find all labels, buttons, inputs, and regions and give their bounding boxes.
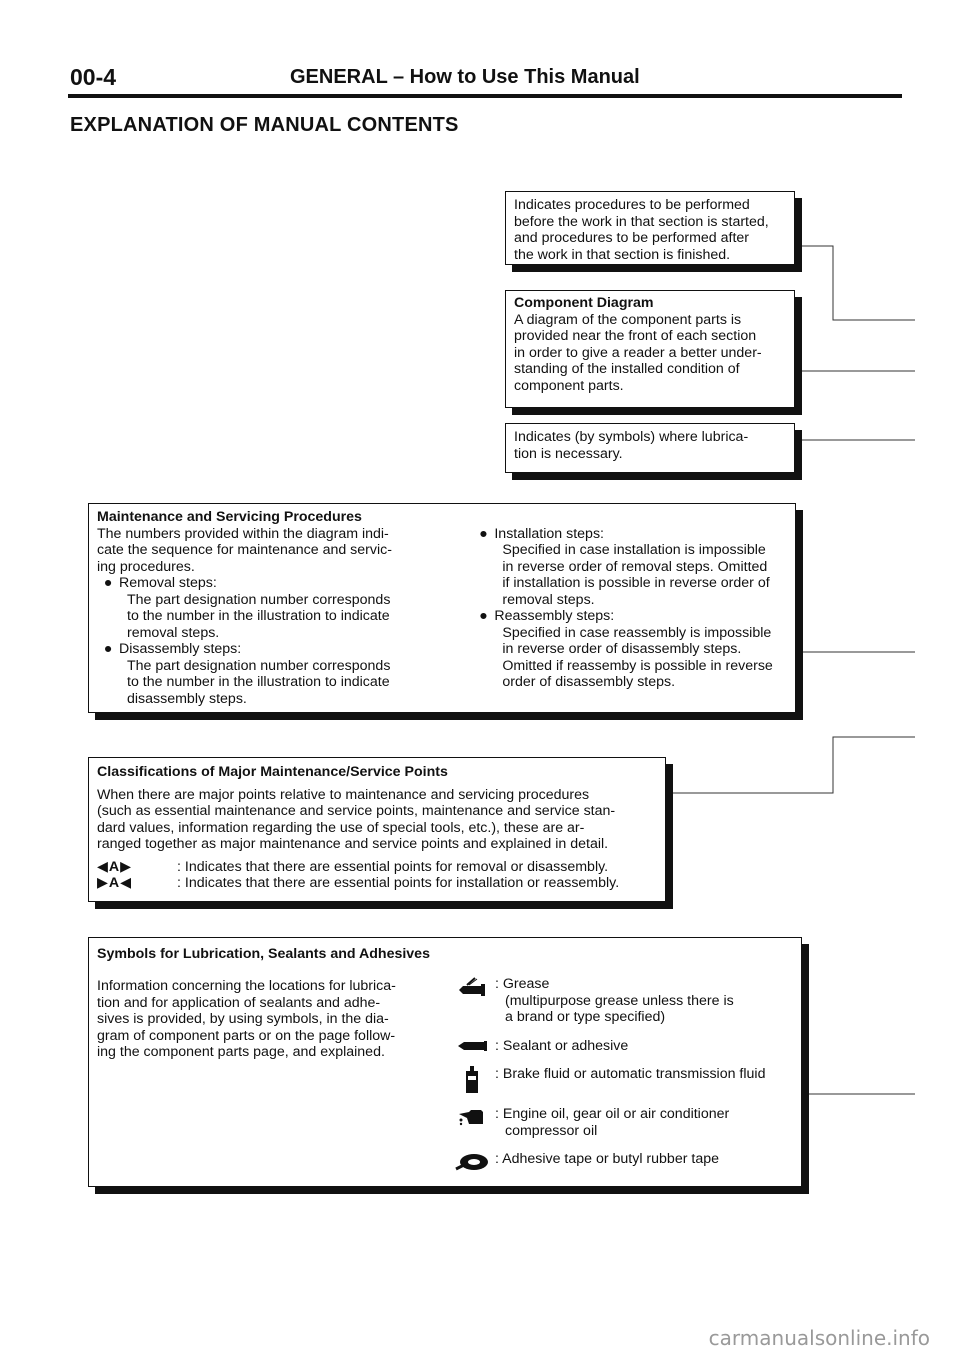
text-line: tion and for application of sealants and adhe- xyxy=(97,994,381,1011)
list-item xyxy=(472,526,790,543)
symbol-row-removal xyxy=(97,859,660,876)
text-line: if installation is possible in reverse order of xyxy=(502,575,770,591)
text-line: in order to give a reader a better under- xyxy=(514,344,762,361)
bullet-icon: ● xyxy=(103,575,113,591)
box-heading: Symbols for Lubrication, Sealants and Adhesives xyxy=(97,946,430,962)
legend-item-tape xyxy=(449,1151,795,1173)
text-line: to the number in the illustration to indicate xyxy=(127,674,390,690)
symbol-text: : Indicates that there are essential points for removal or disassembly. xyxy=(177,858,609,875)
component-diagram-box xyxy=(505,290,795,408)
text-line: cate the sequence for maintenance and servic- xyxy=(97,542,392,558)
section-title: EXPLANATION OF MANUAL CONTENTS xyxy=(70,114,459,136)
symbol-text: : Indicates that there are essential points for installation or reassembly. xyxy=(177,875,620,891)
symbols-intro xyxy=(97,978,435,1061)
paragraph xyxy=(97,787,660,853)
list-item xyxy=(97,641,454,658)
text-line: The numbers provided within the diagram indi- xyxy=(97,525,389,542)
legend-item-grease xyxy=(449,976,795,1026)
right-column xyxy=(472,526,790,708)
box-heading: Classifications of Major Maintenance/Service Points xyxy=(97,764,448,780)
list-item xyxy=(472,608,790,625)
text-line: provided near the front of each section xyxy=(514,328,757,344)
text-line: and procedures to be performed after xyxy=(514,230,750,246)
bullet-icon: ● xyxy=(479,608,488,624)
page-header-title: GENERAL – How to Use This Manual xyxy=(290,66,640,88)
legend-text: : Sealant or adhesive xyxy=(495,1037,629,1054)
legend-item-oil xyxy=(449,1106,795,1139)
text-line: Information concerning the locations for lubrica- xyxy=(97,978,396,994)
maintenance-procedures-box xyxy=(88,503,796,713)
text-line: removal steps. xyxy=(127,624,220,641)
procedures-note-box xyxy=(505,191,795,265)
text-line: ing procedures. xyxy=(97,558,195,575)
text-line: gram of component parts or on the page follow- xyxy=(97,1027,396,1044)
legend-text: : Brake fluid or automatic transmission fluid xyxy=(495,1066,766,1082)
text-line: Indicates procedures to be performed xyxy=(514,197,750,213)
legend-text: : Grease xyxy=(495,976,550,992)
text-line: The part designation number corresponds xyxy=(127,657,391,674)
text-line: dard values, information regarding the use of special tools, etc.), these are ar- xyxy=(97,819,585,836)
text-line: removal steps. xyxy=(502,591,595,608)
text-line: the work in that section is finished. xyxy=(514,246,731,263)
legend-text: : Adhesive tape or butyl rubber tape xyxy=(495,1151,719,1167)
text-line: Indicates (by symbols) where lubrica- xyxy=(514,429,749,445)
leader-line-5 xyxy=(673,737,915,793)
text-line: ranged together as major maintenance and service points and explained in detail. xyxy=(97,836,609,852)
oil-can-icon xyxy=(449,1106,495,1139)
legend-text: compressor oil xyxy=(505,1122,598,1139)
text-line: A diagram of the component parts is xyxy=(514,311,742,328)
item-label: Disassembly steps: xyxy=(119,641,242,657)
text-line: The part designation number corresponds xyxy=(127,591,391,608)
list-item xyxy=(97,575,454,592)
item-label: Installation steps: xyxy=(494,525,604,542)
tape-roll-icon xyxy=(449,1151,495,1173)
text-line: Specified in case installation is impossible xyxy=(502,542,766,558)
legend-text: : Engine oil, gear oil or air conditioner xyxy=(495,1106,730,1122)
item-label: Reassembly steps: xyxy=(494,608,615,624)
text-line: before the work in that section is started, xyxy=(514,213,769,230)
grease-gun-icon xyxy=(449,976,495,1026)
text-line: ing the component parts page, and explained. xyxy=(97,1044,385,1060)
page-number: 00-4 xyxy=(70,64,117,90)
legend-item-brake-fluid xyxy=(449,1066,795,1094)
text-line: in reverse order of removal steps. Omitted xyxy=(502,558,768,575)
text-line: standing of the installed condition of xyxy=(514,361,740,377)
text-line: When there are major points relative to maintenance and servicing procedures xyxy=(97,786,590,803)
text-line: order of disassembly steps. xyxy=(502,674,676,690)
symbols-box xyxy=(88,937,802,1187)
symbols-legend xyxy=(449,976,795,1185)
leader-line-1 xyxy=(802,246,915,320)
classifications-box xyxy=(88,757,666,902)
box-heading: Component Diagram xyxy=(514,295,654,311)
box-heading: Maintenance and Servicing Procedures xyxy=(97,509,362,525)
sealant-tube-icon xyxy=(449,1038,495,1055)
bullet-icon: ● xyxy=(103,641,113,657)
text-line: to the number in the illustration to indicate xyxy=(127,608,390,624)
text-line: sives is provided, by using symbols, in the dia- xyxy=(97,1011,389,1027)
legend-text: a brand or type specified) xyxy=(505,1009,666,1025)
text-line: component parts. xyxy=(514,377,624,394)
symbol-row-install xyxy=(97,875,660,892)
removal-symbol-icon: ◀A▶ xyxy=(97,858,133,875)
fluid-bottle-icon xyxy=(449,1066,495,1094)
text-line: Specified in case reassembly is impossible xyxy=(502,624,772,641)
text-line: Omitted if reassemby is possible in reverse xyxy=(502,657,773,674)
bullet-icon: ● xyxy=(479,525,488,542)
legend-item-sealant xyxy=(449,1038,795,1055)
legend-text: (multipurpose grease unless there is xyxy=(505,992,734,1009)
install-symbol-icon: ▶A◀ xyxy=(97,875,133,891)
text-line: disassembly steps. xyxy=(127,690,247,707)
watermark: carmanualsonline.info xyxy=(708,1326,930,1350)
lubrication-note-box xyxy=(505,423,795,473)
text-line: tion is necessary. xyxy=(514,445,623,462)
text-line: (such as essential maintenance and service points, maintenance and service stan- xyxy=(97,803,616,819)
text-line: in reverse order of disassembly steps. xyxy=(502,641,742,657)
left-column xyxy=(97,526,454,708)
item-label: Removal steps: xyxy=(119,575,217,591)
